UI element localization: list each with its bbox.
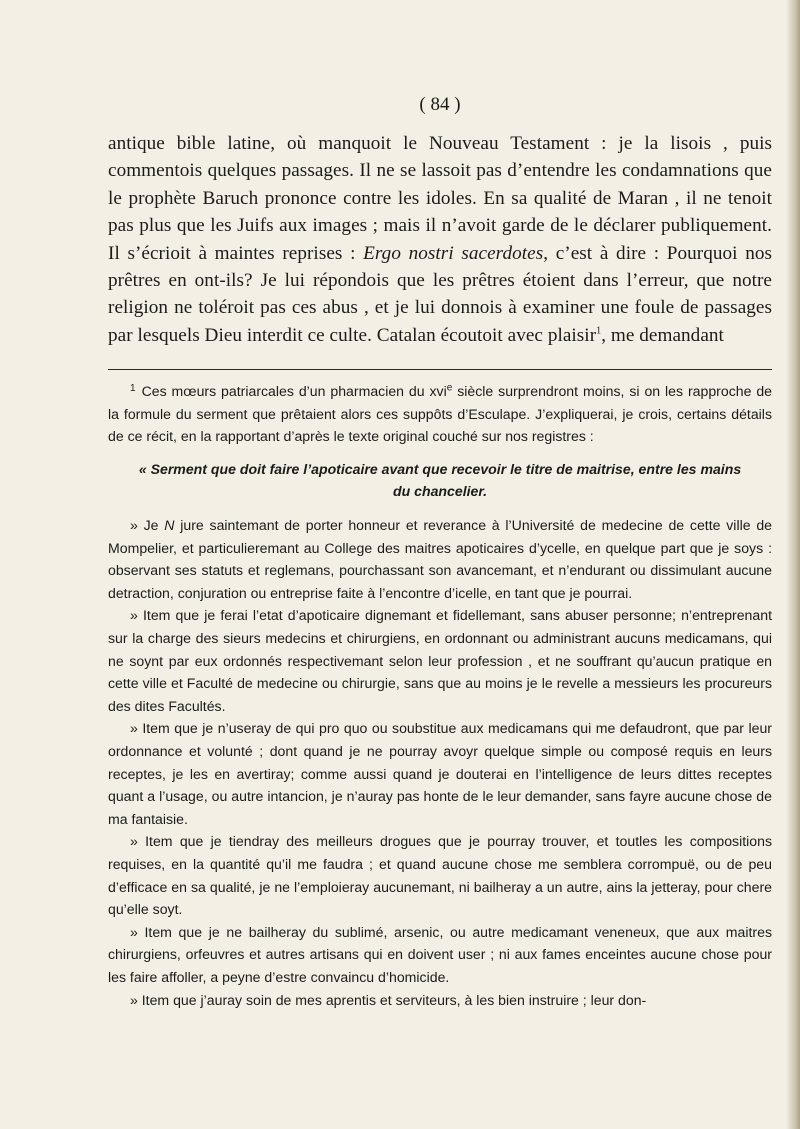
oath-title: « Serment que doit faire l’apoticaire avant que recevoir le titre de maitrise, entre les mains du chancelier. xyxy=(138,461,742,500)
oath-paragraph-1: » Je N jure saintemant de porter honneur et reverance à l’Université de medecine de cette ville de Mompelier, et particulieremant au College des maitres apoticaires d’ycelle, en quelque part que je soys : observant ses statuts et reglemans, pourchassant son avancemant, et n’endurant ou dissimulant aucune detraction, conjuration ou entreprise faite à l’encontre d’icelle, en tant que je pourrai. xyxy=(108,517,772,601)
footnote-intro: $^1$ Ces mœurs patriarcales d’un pharmacien du xvi$^e$ siècle surprendront moins, si on les rapproche de la formule du serment que prêtaient alors ces suppôts d’Esculape. J’expliquerai, je crois, certains détails de ce récit, en la rapportant d’après le texte original couché sur nos registres : xyxy=(108,382,773,445)
footnote xyxy=(108,380,772,1011)
oath-paragraph-6: » Item que j’auray soin de mes aprentis et serviteurs, à les bien instruire ; leur don- xyxy=(130,991,647,1008)
footnote-marker: 1 xyxy=(130,382,136,394)
paragraph-lead: antique bible latine, où manquoit le Nouveau Testament : je la lisois , puis commentois quelques passages. Il ne se lassoit pas d’entendre les condamnations que le prophète Baruch prononce contre les idoles. En sa qualité de Maran , il ne tenoit pas plus que les Juifs aux images ; mais il n’avoit garde de le déclarer publiquement. Il s’écrioit à maintes reprises : xyxy=(108,133,772,264)
book-page xyxy=(108,94,772,1011)
oath-paragraph-5: » Item que je ne bailheray du sublimé, arsenic, ou autre medicamant veneneux, que aux maitres chirurgiens, orfeuvres et autres artisans qui en doivent user ; ni aux fames enceintes aucune chose pour les faire affoller, a peyne d’estre convaincu d’homicide. xyxy=(108,923,772,985)
oath-paragraph-2: » Item que je ferai l’etat d’apoticaire dignemant et fidellemant, sans abuser personne; n’entreprenant sur la charge des sieurs medecins et chirurgiens, en ordonnant ou administrant aucuns medicamans, qui ne soynt par eux ordonnés respectivemant selon leur profession , et ne souffrant qu’aucun pratique en cette ville et Faculté de medecine ou chirurgie, sans que au moins je le revelle a messieurs les procureurs des dites Facultés. xyxy=(108,607,772,714)
page-edge-shadow xyxy=(786,0,800,1129)
footnote-reference: 1 xyxy=(596,325,602,337)
oath-paragraph-3: » Item que je n’useray de qui pro quo ou soubstitue aux medicamans qui me defaudront, que par leur ordonnance et volunté ; dont quand je ne pourray avoyr quelque simple ou composé requis en leurs receptes, je les en avertiray; comme aussi quand je douterai en l’intelligence de leurs dittes receptes quant a l’usage, ou autre intancion, je n’auray pas honte de le leur demander, sans fayre aucune chose de ma fantaisie. xyxy=(108,720,772,827)
paragraph-rest: , c’est à dire : Pourquoi nos prêtres en ont-ils? Je lui répondois que les prêtres étoient dans l’erreur, que notre religion ne toléroit pas ces abus , et je lui donnois à examiner une foule de passages par lesquels Dieu interdit ce culte. Catalan écoutoit avec plaisir xyxy=(108,242,772,346)
latin-quote: Ergo nostri sacerdotes xyxy=(363,242,544,264)
main-paragraph xyxy=(108,130,772,349)
footnote-separator xyxy=(108,369,772,370)
page-number: ( 84 ) xyxy=(419,94,461,115)
paragraph-end: , me demandant xyxy=(601,324,724,346)
oath-paragraph-4: » Item que je tiendray des meilleurs drogues que je pourray trouver, et toutles les compositions requises, en la quantité qu’il me faudra ; et quand aucune chose me semblera corrompuë, ou de peu d’efficace en sa qualité, je ne l’emploieray aucunemant, ni bailheray a un autre, ains la jetteray, pour chere qu’elle soyt. xyxy=(108,833,772,918)
